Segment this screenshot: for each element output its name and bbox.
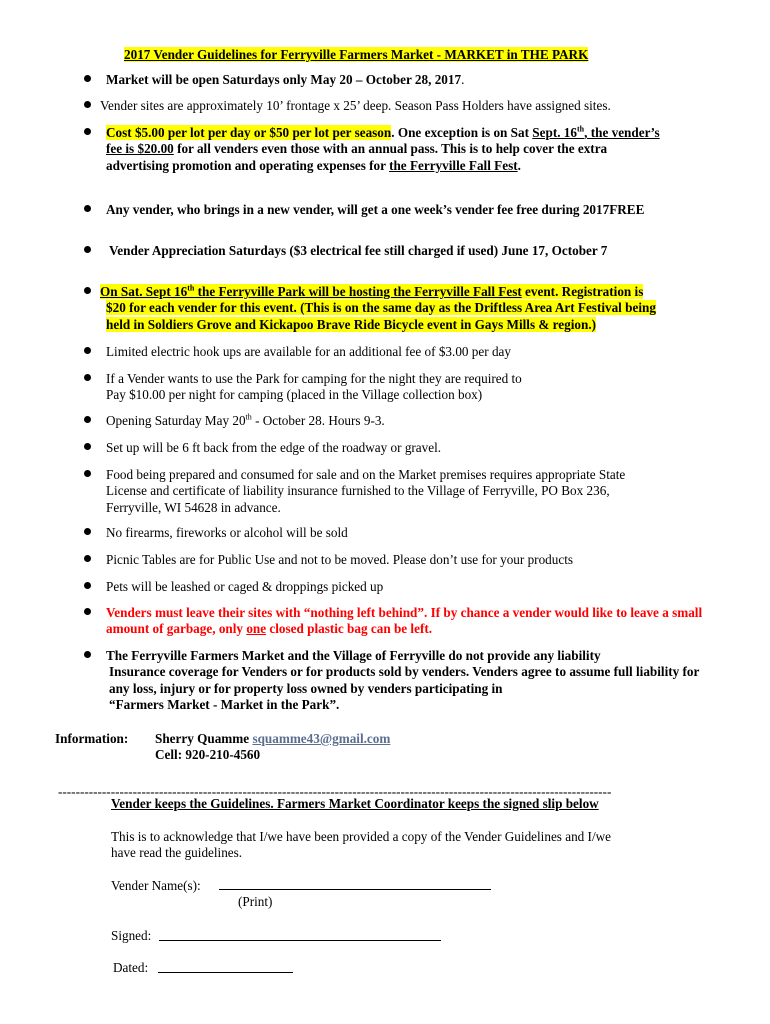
bullet-dot [84, 528, 91, 535]
bullet-pets: Pets will be leashed or caged & droppings picked up [106, 579, 384, 594]
vender-name-label: Vender Name(s): [111, 878, 201, 893]
slip-heading: Vender keeps the Guidelines. Farmers Market Coordinator keeps the signed slip below [111, 796, 599, 811]
print-label: (Print) [238, 894, 273, 909]
bullet-dot [84, 101, 91, 108]
bullet-dot [84, 128, 91, 135]
bullet-dot [84, 287, 91, 294]
bullet-picnic: Picnic Tables are for Public Use and not to be moved. Please don’t use for your products [106, 552, 574, 567]
contact-name-line [155, 731, 390, 747]
bullet-market-open: Market will be open Saturdays only May 20 – October 28, 2017. [106, 72, 465, 87]
bullet-dot [84, 443, 91, 450]
bullet-dot [84, 555, 91, 562]
bullet-food: Food being prepared and consumed for sale and on the Market premises requires appropriate State License and certificate of liability insurance furnished to the Village of Ferryville, PO Box 236, Ferryville, WI 54628 in advance. [106, 467, 626, 515]
contact-cell: Cell: 920-210-4560 [155, 747, 261, 762]
vender-name-field[interactable] [219, 889, 491, 890]
cut-line-separator: ------------------------------------------------------------------------------------------------------------------------------ [58, 785, 612, 799]
bullet-opening: Opening Saturday May 20th - October 28. Hours 9-3. [106, 412, 385, 428]
bullet-fall-fest: On Sat. Sept 16th the Ferryville Park will be hosting the Ferryville Fall Fest event. Registration is $20 for each vender for this event. (This is on the same day as the Driftless Area Art Festival being held in Soldiers Grove and Kickapoo Brave Ride Bicycle event in Gays Mills & region.) [100, 283, 656, 332]
signature-field[interactable] [159, 940, 441, 941]
signed-label: Signed: [111, 928, 152, 943]
bullet-dot [84, 470, 91, 477]
bullet-vender-sites: Vender sites are approximately 10’ frontage x 25’ deep. Season Pass Holders have assigned sites. [100, 98, 611, 113]
bullet-dot [84, 205, 91, 212]
bullet-dot [84, 582, 91, 589]
bullet-dot [84, 651, 91, 658]
bullet-liability: The Ferryville Farmers Market and the Village of Ferryville do not provide any liability Insurance coverage for Venders or for products sold by venders. Venders agree to assume full liability for any loss, injury or for property loss owned by venders participating in “Farmers Market - Market in the Park”. [106, 648, 700, 713]
acknowledgement-text: This is to acknowledge that I/we have been provided a copy of the Vender Guidelines and I/we have read the guidelines. [111, 829, 611, 861]
date-field[interactable] [158, 972, 293, 973]
contact-email-link[interactable]: squamme43@gmail.com [252, 731, 391, 746]
info-label: Information: [55, 731, 129, 746]
bullet-dot [84, 608, 91, 615]
contact-name: Sherry Quamme [155, 731, 250, 746]
bullet-camping: If a Vender wants to use the Park for camping for the night they are required to Pay $10.00 per night for camping (placed in the Village collection box) [106, 371, 522, 403]
bullet-firearms: No firearms, fireworks or alcohol will be sold [106, 525, 348, 540]
bullet-dot [84, 416, 91, 423]
dated-label: Dated: [113, 960, 149, 975]
bullet-dot [84, 374, 91, 381]
bullet-electric: Limited electric hook ups are available for an additional fee of $3.00 per day [106, 344, 511, 359]
bullet-nothing-left: Venders must leave their sites with “nothing left behind”. If by chance a vender would like to leave a small amount of garbage, only one closed plastic bag can be left. [106, 605, 703, 637]
bullet-dot [84, 75, 91, 82]
bullet-dot [84, 246, 91, 253]
bullet-cost: Cost $5.00 per lot per day or $50 per lot per season. One exception is on Sat Sept. 16th, the vender’s fee is $20.00 for all venders even those with an annual pass. This is to help cover the extra advertising promotion and operating expenses for the Ferryville Fall Fest. [106, 124, 660, 173]
document-title: 2017 Vender Guidelines for Ferryville Farmers Market - MARKET in THE PARK [124, 47, 589, 62]
bullet-dot [84, 347, 91, 354]
bullet-new-vender: Any vender, who brings in a new vender, will get a one week’s vender fee free during 2017FREE [106, 202, 645, 217]
bullet-setup: Set up will be 6 ft back from the edge of the roadway or gravel. [106, 440, 442, 455]
bullet-appreciation: Vender Appreciation Saturdays ($3 electrical fee still charged if used) June 17, October 7 [109, 243, 608, 258]
